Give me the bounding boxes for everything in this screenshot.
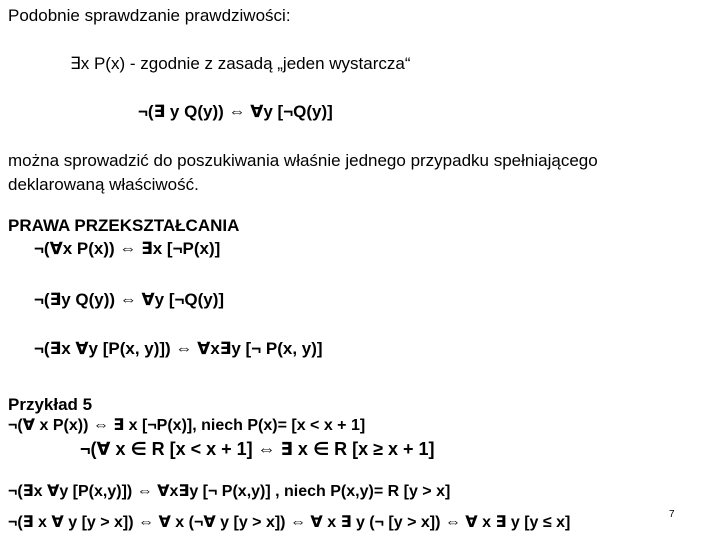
exists-expression: ∃x P(x) - zgodnie z zasadą „jeden wystarcza“: [70, 54, 411, 73]
law-item: ¬(∃x ∀y [P(x, y)]) ⇔ ∀x∃y [¬ P(x, y)]: [34, 339, 323, 358]
example-line: ¬(∀ x P(x)) ⇔ ∃ x [¬P(x)], niech P(x)= [x < x + 1]: [8, 417, 366, 434]
example-line: ¬(∀ x ∈ R [x < x + 1] ⇔ ∃ x ∈ R [x ≥ x + 1]: [80, 439, 435, 459]
law-item: ¬(∃y Q(y)) ⇔ ∀y [¬Q(y)]: [34, 290, 225, 309]
example-title: Przykład 5: [8, 395, 93, 414]
law-item: ¬(∀x P(x)) ⇔ ∃x [¬P(x)]: [34, 239, 221, 258]
page-number: 7: [669, 509, 675, 520]
intro-paragraph-line-2: deklarowaną właściwość.: [8, 175, 199, 194]
example-line: ¬(∃x ∀y [P(x,y)]) ⇔ ∀x∃y [¬ P(x,y)] , niech P(x,y)= R [y > x]: [8, 483, 451, 500]
intro-heading: Podobnie sprawdzanie prawdziwości:: [8, 6, 291, 25]
example-line: ¬(∃ x ∀ y [y > x]) ⇔ ∀ x (¬∀ y [y > x]) ⇔ ∀ x ∃ y (¬ [y > x]) ⇔ ∀ x ∃ y [y ≤ x]: [8, 514, 571, 531]
negation-equivalence: ¬(∃ y Q(y)) ⇔ ∀y [¬Q(y)]: [138, 102, 333, 121]
laws-title: PRAWA PRZEKSZTAŁCANIA: [8, 216, 240, 235]
intro-paragraph-line-1: można sprowadzić do poszukiwania właśnie jednego przypadku spełniającego: [8, 151, 598, 170]
